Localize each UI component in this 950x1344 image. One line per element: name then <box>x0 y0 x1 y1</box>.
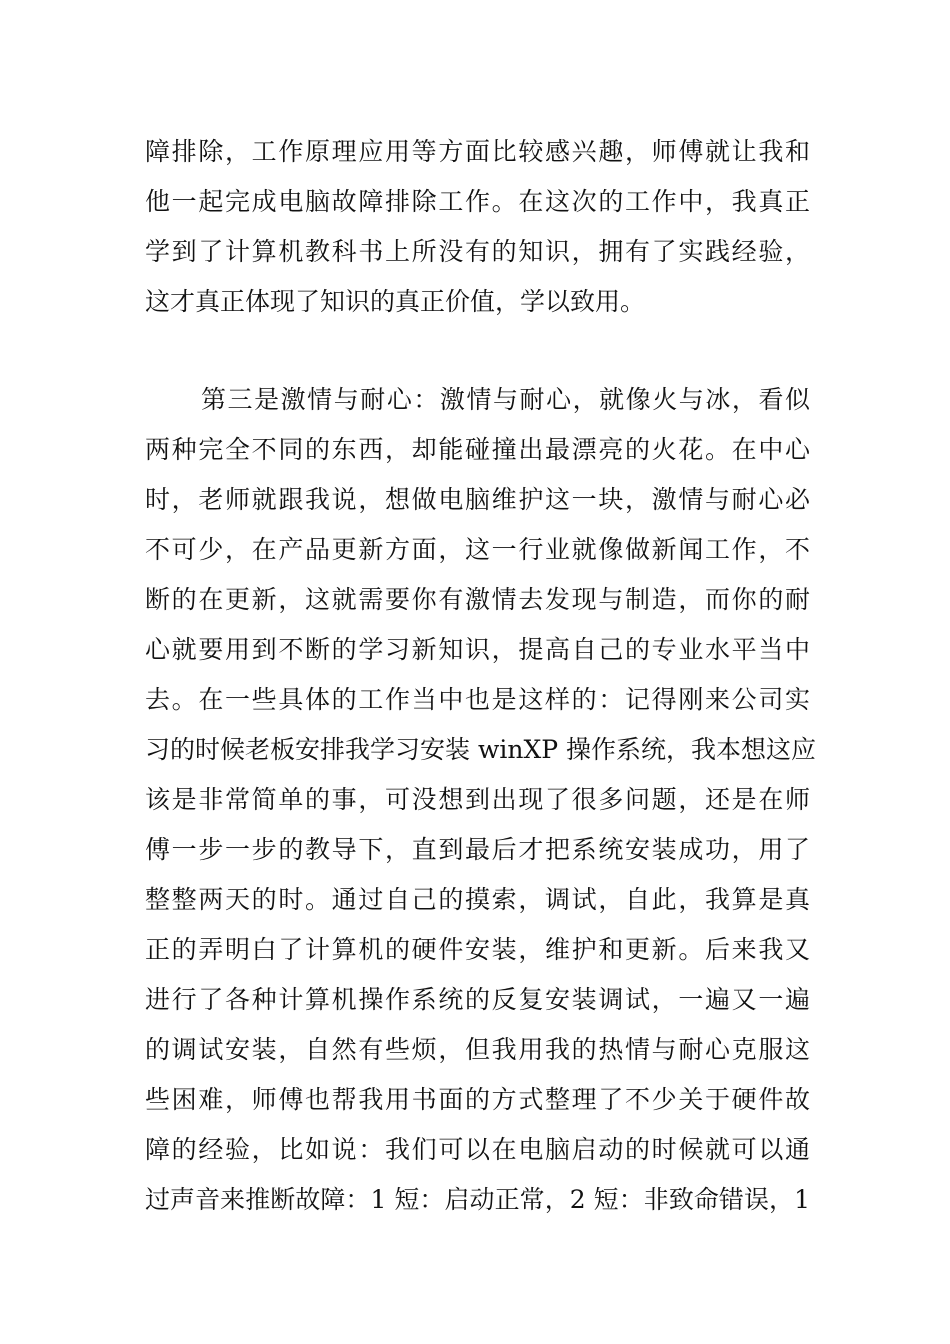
text-line: 障的经验，比如说：我们可以在电脑启动的时候就可以通 <box>145 1135 810 1164</box>
text-line: 过声音来推断故障：1 短：启动正常，2 短：非致命错误，1 <box>145 1185 810 1214</box>
text-line: 两种完全不同的东西，却能碰撞出最漂亮的火花。在中心 <box>145 435 810 464</box>
text-line: 断的在更新，这就需要你有激情去发现与制造，而你的耐 <box>145 585 810 614</box>
text-line: 该是非常简单的事，可没想到出现了很多问题，还是在师 <box>145 785 810 814</box>
text-line: 傅一步一步的教导下，直到最后才把系统安装成功，用了 <box>145 835 810 864</box>
text-line: 他一起完成电脑故障排除工作。在这次的工作中，我真正 <box>145 187 810 216</box>
text-line: 进行了各种计算机操作系统的反复安装调试，一遍又一遍 <box>145 985 810 1014</box>
text-line: 心就要用到不断的学习新知识，提高自己的专业水平当中 <box>145 635 810 664</box>
paragraph-1 <box>145 127 810 327</box>
text-line: 正的弄明白了计算机的硬件安装，维护和更新。后来我又 <box>145 935 810 964</box>
text-line: 习的时候老板安排我学习安装 winXP 操作系统，我本想这应 <box>145 735 817 764</box>
text-line: 第三是激情与耐心：激情与耐心，就像火与冰，看似 <box>201 385 810 414</box>
text-line: 学到了计算机教科书上所没有的知识，拥有了实践经验， <box>145 237 810 266</box>
text-line: 时，老师就跟我说，想做电脑维护这一块，激情与耐心必 <box>145 485 810 514</box>
text-line: 整整两天的时。通过自己的摸索，调试，自此，我算是真 <box>145 885 810 914</box>
text-line: 这才真正体现了知识的真正价值，学以致用。 <box>145 287 646 316</box>
text-line: 不可少，在产品更新方面，这一行业就像做新闻工作，不 <box>145 535 810 564</box>
text-line: 障排除，工作原理应用等方面比较感兴趣，师傅就让我和 <box>145 137 810 166</box>
text-line: 些困难，师傅也帮我用书面的方式整理了不少关于硬件故 <box>145 1085 810 1114</box>
paragraph-2 <box>145 375 817 1225</box>
text-line: 去。在一些具体的工作当中也是这样的：记得刚来公司实 <box>145 685 810 714</box>
text-line: 的调试安装，自然有些烦，但我用我的热情与耐心克服这 <box>145 1035 810 1064</box>
